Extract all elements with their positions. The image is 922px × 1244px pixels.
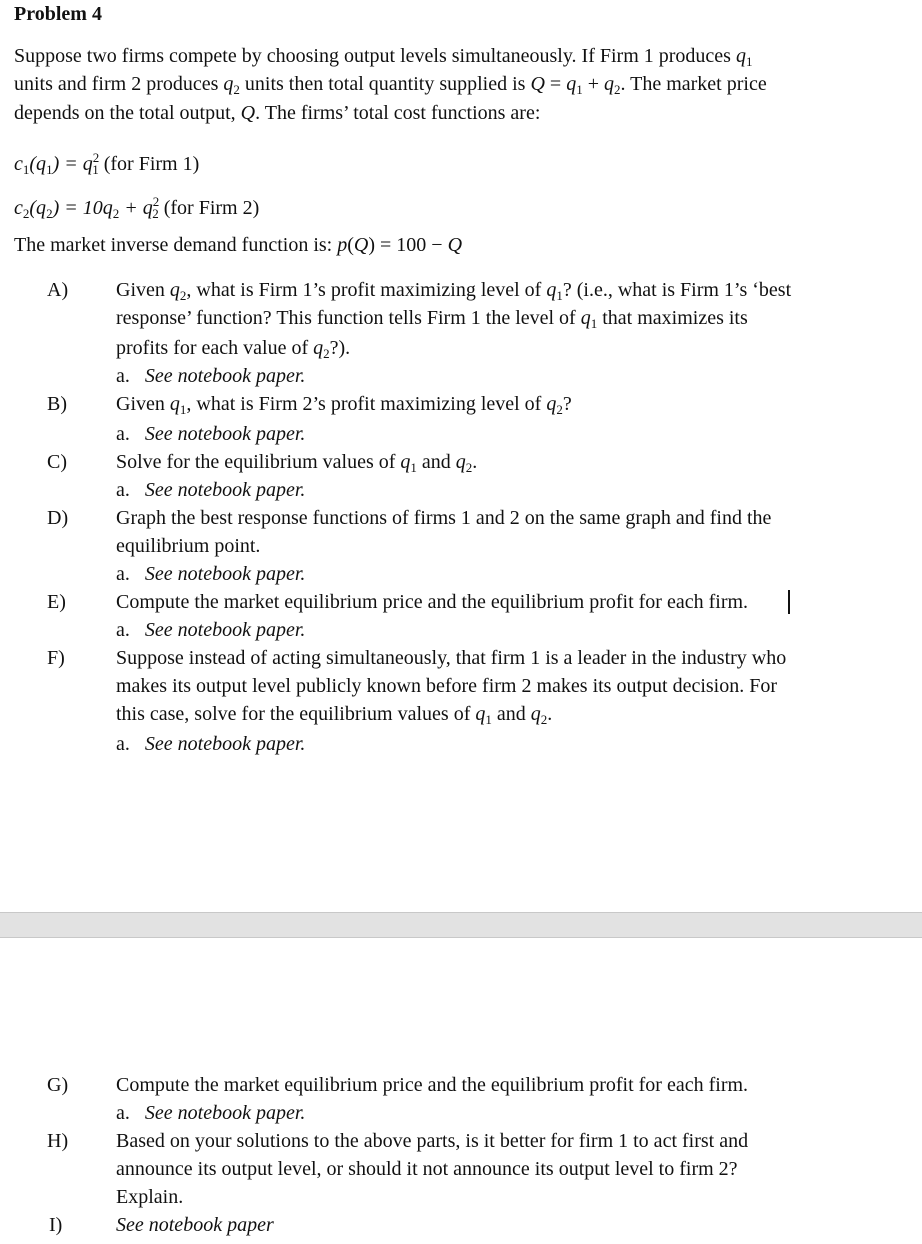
item-a-line-2: response’ function? This function tells Firm 1 the level of $q_1$ that maximizes its (116, 307, 748, 331)
item-f-line-1: Suppose instead of acting simultaneously, that firm 1 is a leader in the industry who (116, 647, 787, 669)
inverse-demand: The market inverse demand function is: p(Q) = 100 − Q (14, 234, 463, 256)
item-label-i: I) (49, 1214, 63, 1236)
item-d-answer: a. See notebook paper. (116, 563, 306, 585)
item-f-answer: a. See notebook paper. (116, 733, 306, 755)
item-label-f: F) (47, 647, 65, 669)
item-label-b: B) (47, 393, 67, 415)
item-h-line-3: Explain. (116, 1186, 184, 1208)
text-cursor (788, 590, 790, 614)
item-label-c: C) (47, 451, 67, 473)
item-c-answer: a. See notebook paper. (116, 479, 306, 501)
page-break (0, 912, 922, 938)
item-d-line-1: Graph the best response functions of firms 1 and 2 on the same graph and find the (116, 507, 772, 529)
item-e-answer: a. See notebook paper. (116, 619, 306, 641)
item-i-answer: See notebook paper (116, 1214, 274, 1236)
item-label-h: H) (47, 1130, 69, 1152)
item-e-line-1[interactable]: Compute the market equilibrium price and the equilibrium profit for each firm. (116, 591, 749, 613)
item-b-line-1: Given $q_1$, what is Firm 2’s profit maximizing level of $q_2$? (116, 393, 572, 417)
item-h-line-2: announce its output level, or should it not announce its output level to firm 2? (116, 1158, 738, 1180)
cost-function-firm-1: $c_1(q_1) = q^2_1$ (for Firm 1) (14, 150, 200, 177)
item-label-g: G) (47, 1074, 69, 1096)
item-g-answer: a. See notebook paper. (116, 1102, 306, 1124)
intro-line-3: depends on the total output, Q. The firms’ total cost functions are: (14, 102, 541, 124)
item-h-line-1: Based on your solutions to the above parts, is it better for firm 1 to act first and (116, 1130, 749, 1152)
item-a-line-1: Given $q_2$, what is Firm 1’s profit maximizing level of $q_1$? (i.e., what is Firm 1’s ‘best (116, 279, 792, 303)
item-f-line-3: this case, solve for the equilibrium values of $q_1$ and $q_2$. (116, 703, 553, 727)
item-f-line-2: makes its output level publicly known before firm 2 makes its output decision. For (116, 675, 778, 697)
item-c-line-1: Solve for the equilibrium values of $q_1$ and $q_2$. (116, 451, 478, 475)
item-a-line-3: profits for each value of $q_2$?). (116, 337, 351, 361)
intro-line-1: Suppose two firms compete by choosing output levels simultaneously. If Firm 1 produces $q_1$ (14, 45, 753, 69)
intro-line-2: units and firm 2 produces $q_2$ units then total quantity supplied is $Q = q_1 + q_2$. The market price (14, 73, 767, 97)
item-g-line-1: Compute the market equilibrium price and the equilibrium profit for each firm. (116, 1074, 749, 1096)
cost-function-firm-2: $c_2(q_2) = 10q_2 + q^2_2$ (for Firm 2) (14, 194, 260, 221)
item-a-answer: a. See notebook paper. (116, 365, 306, 387)
item-label-a: A) (47, 279, 69, 301)
problem-title: Problem 4 (14, 3, 102, 25)
item-b-answer: a. See notebook paper. (116, 423, 306, 445)
item-label-d: D) (47, 507, 69, 529)
item-d-line-2: equilibrium point. (116, 535, 261, 557)
item-label-e: E) (47, 591, 66, 613)
